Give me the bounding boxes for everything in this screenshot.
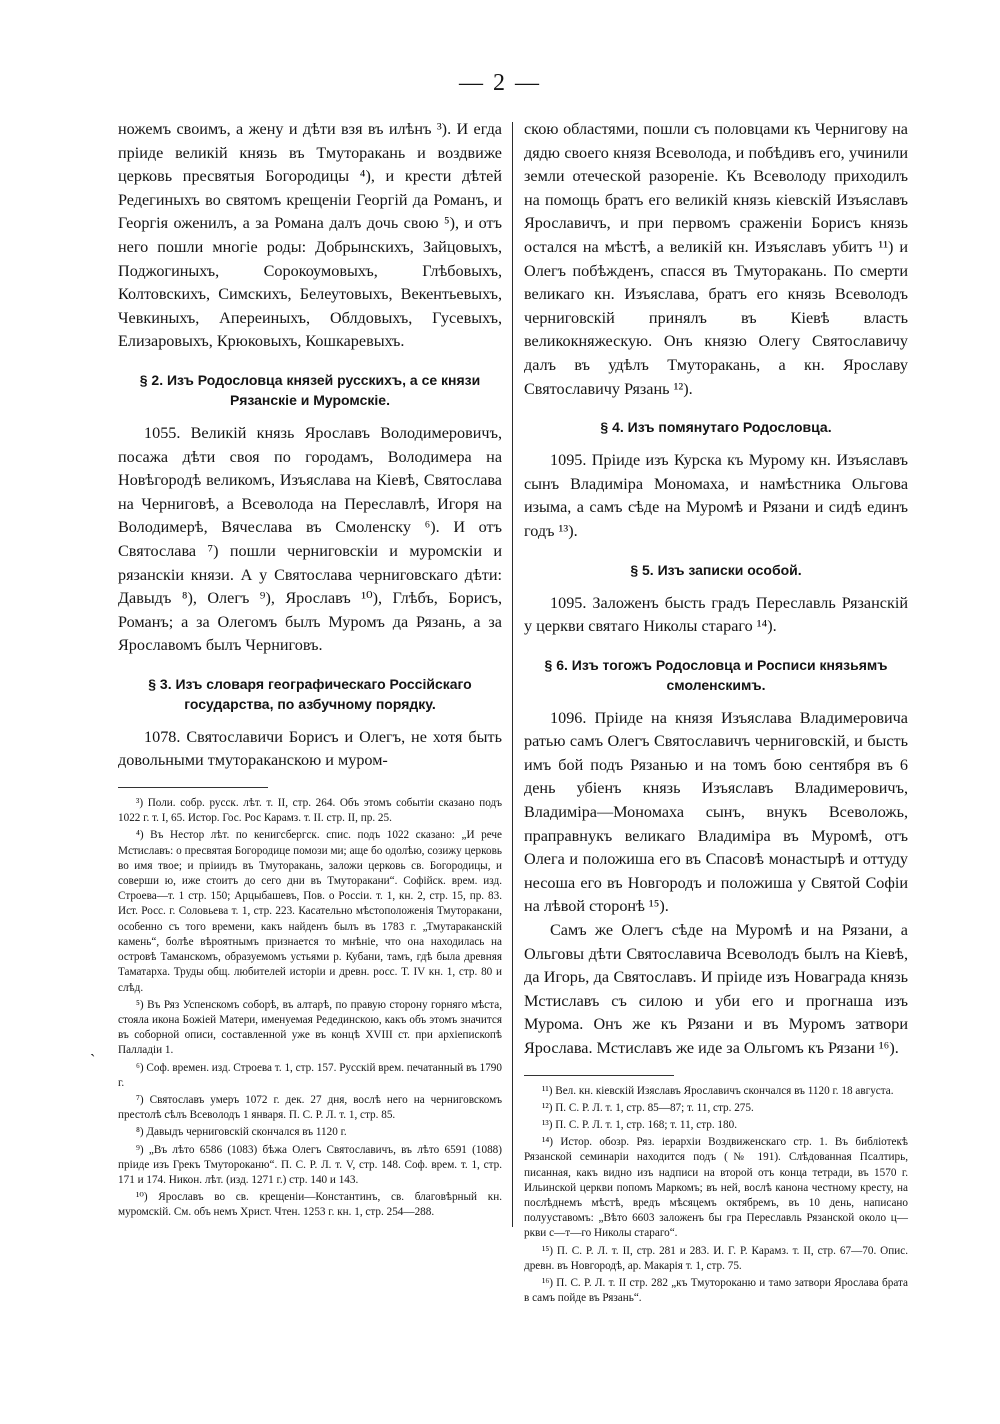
body-paragraph: 1078. Святославичи Борисъ и Олегъ, не хотя быть довольными тмутораканскою и муром-	[118, 727, 502, 770]
footnote: ⁸) Давыдъ черниговскiй скончался въ 1120 г.	[136, 1126, 347, 1139]
footnote-rule	[118, 787, 268, 788]
column-divider	[512, 122, 513, 1227]
footnotes-left	[118, 796, 502, 1220]
body-paragraph: 1055. Великiй князь Ярославъ Володимеровичъ, посажа дѣти своя по городамъ, Володимера на Новѣгородѣ великомъ, Изъяслава на Кiевѣ, Святослава на Черниговѣ, а Всеволода на Переславлѣ, Игоря на Володимерѣ, Вячеслава въ Смоленску ⁶). И отъ Святослава ⁷) пошли черниговскiи и муромскiи и рязанскiи князи. А у Святослава черниговскаго дѣти: Давыдъ ⁸), Олегъ ⁹), Ярославъ ¹⁰), Глѣбъ, Борисъ, Романъ; а за Олегомъ былъ Муромъ да Рязань, а за Ярославомъ былъ Черниговъ.	[118, 423, 502, 655]
section-heading-5: § 5. Изъ записки особой.	[630, 561, 802, 578]
footnote: ⁹) „Въ лѣто 6586 (1083) бѣжа Олегъ Святославичъ, въ лѣто 6591 (1088) прiиде изъ Грекъ Тмутороканю“. П. С. Р. Л. т. V, стр. 148. Соф. врем. т. 1, стр. 171 и 174. Никон. лѣт. (изд. 1271 г.) стр. 140 и 143.	[118, 1143, 502, 1186]
footnote: ⁷) Святославъ умеръ 1072 г. дек. 27 дня, вослѣ него на черниговскомъ престолѣ сѣлъ Всеволодъ 1 января. П. С. Р. Л. т. 1, стр. 85.	[118, 1093, 502, 1122]
section-heading-2: § 2. Изъ Родословца князей русскихъ, а се князи Рязанскiе и Муромскiе.	[139, 371, 481, 408]
footnote: ¹⁰) Ярославъ во св. крещенiи—Константинъ, св. благовѣрный кн. муромскiй. См. объ немъ Христ. Чтен. 1253 г. кн. 1, стр. 254—288.	[118, 1191, 502, 1219]
body-paragraph: 1095. Прiиде изъ Курска къ Мурому кн. Изъяславъ сынъ Владимiра Мономаха, и намѣстника Ольгова изыма, а самъ сѣде на Муромѣ и Рязани и сидѣ единъ годъ ¹³).	[524, 451, 908, 540]
left-column	[118, 118, 502, 1223]
footnote: ³) Поли. собр. русск. лѣт. т. II, стр. 264. Объ этомъ событiи сказано подъ 1022 г. т. I, 65. Истор. Гос. Рос Карамз. т. II. стр. II, пр. 25.	[118, 797, 502, 825]
footnote: ⁶) Соф. времен. изд. Строева т. 1, стр. 157. Русскiй врем. печатанный въ 1790 г.	[118, 1061, 502, 1089]
footnote: ¹⁵) П. С. Р. Л. т. II, стр. 281 и 283. И. Г. Р. Карамз. т. II, стр. 67—70. Опис. древн. въ Новгородѣ, ар. Макарiя т. 1, стр. 75.	[524, 1244, 908, 1272]
footnote: ¹³) П. С. Р. Л. т. 1, стр. 168; т. 11, стр. 180.	[542, 1119, 738, 1131]
footnotes-right	[524, 1084, 908, 1307]
footnote: ¹²) П. С. Р. Л. т. 1, стр. 85—87; т. 11, стр. 275.	[542, 1101, 754, 1114]
footnote: ¹⁴) Истор. обозр. Ряз. iерархiи Воздвиженскаго стр. 1. Въ библiотекѣ Рязанской семинарiи находится подъ (№ 191). Слѣдованная Псалтирь, писанная, какъ видно изъ надписи на второй отъ конца тетради, въ 1570 г. Ильинской церкви попомъ Маркомъ; въ ней, вослѣ канона честному кресту, на послѣднемъ мѣстѣ, вредъ мѣсяцемъ октябремъ, въ 10 день, написано полууставомъ: „Вѣто 6603 заложенъ бы гра Переславль Рязанской около ц—ркви с—т—го Николы стараго“.	[524, 1136, 908, 1240]
footnote: ⁴) Въ Нестор лѣт. по кенигсбергск. спис. подъ 1022 сказано: „И рече Мстиславъ: о пресвятая Богородице помози ми; аще бо одолѣю, созижу церковь во имя твое; и прiиидъ въ Тмуторакань, заложи церковь св. Богородицы, и соверши ю, иже стоитъ до сего дни въ Тмуторакани“. Софiйск. врем. изд. Строева—т. 1 стр. 150; Арцыбашевъ, Пов. о Россiи. т. 1, кн. 2, стр. 15, пр. 83. Ист. Росс. г. Соловьева т. 1, стр. 223. Касательно мѣстоположенiя Тмуторакани, особенно съ того времени, какъ найденъ былъ въ 1783 г. „Тмутараканскiй камень“, болѣе вѣроятнымъ признается то мнѣнiе, что она находилась на островѣ Таманскомъ, образуемомъ устьями р. Кубани, тамъ, гдѣ была древняя Таматарха. Труды общ. любителей исторiи и древн. росс. Т. IV кн. 1, стр. 80 и слѣд.	[118, 829, 502, 994]
footnote-rule	[524, 1075, 674, 1076]
body-paragraph: ножемъ своимъ, а жену и дѣти взя въ илѣнъ ³). И егда прiиде великiй князь въ Тмуторакань и воздвиже церковь пресвятыя Богородицы ⁴), и крести дѣтей Редегиныхъ во святомъ крещенiи Георгiй да Романъ, и Георгiя оженилъ, а за Романа далъ дочь свою ⁵), и отъ него пошли многiе роды: Добрынскихъ, Зайцовыхъ, Поджогиныхъ, Сорокоумовыхъ, Глѣбовыхъ, Колтовскихъ, Симскихъ, Белеутовыхъ, Векентьевыхъ, Чевкиныхъ, Апереиныхъ, Облдовыхъ, Гусевыхъ, Елизаровыхъ, Крюковыхъ, Кошкаревыхъ.	[118, 120, 502, 351]
page-number: — 2 —	[459, 70, 541, 96]
right-column	[524, 118, 908, 1308]
body-paragraph: Самъ же Олегъ сѣде на Муромѣ и на Рязани, а Ольговы дѣти Святославича Всеволодъ былъ на Кiевѣ, да Игорь, да Святославъ. И прiиде изъ Новаграда князь Мстиславъ съ силою и уби его и прогнаша изъ Мурома. Онъ же къ Рязани и въ Муромъ затвори Ярослава. Мстиславъ же иде за Ольгомъ къ Рязани ¹⁶).	[524, 921, 908, 1057]
body-paragraph: 1096. Прiиде на князя Изъяслава Владимеровича ратью самъ Олегъ Святославичъ черниговскiй, и бысть имъ бой подъ Рязанью и на томъ бою сентября въ 6 день убiенъ князь Изъяславъ Владимеровичъ, Владимiра—Мономаха сынъ, внукъ Всеволожь, праправнукъ великаго Владимiра въ Муромѣ, отъ Олега и положиша его въ Спасовѣ монастырѣ и оттуду несоша его въ Новгородъ и положиша у Святой Софiи на лѣвой сторонѣ ¹⁵).	[524, 708, 908, 916]
stray-mark: `	[90, 1052, 96, 1069]
footnote: ¹¹) Вел. кн. кiевскiй Изяславъ Ярославичъ скончался въ 1120 г. 18 августа.	[542, 1084, 894, 1097]
body-paragraph: 1095. Заложенъ бысть градъ Переславль Рязанскiй у церкви святаго Николы стараго ¹⁴).	[524, 593, 908, 636]
section-heading-4: § 4. Изъ помянутаго Родословца.	[600, 419, 832, 436]
section-heading-6: § 6. Изъ тогожъ Родословца и Росписи князьямъ смоленскимъ.	[544, 656, 888, 693]
footnote: ⁵) Въ Ряз Успенскомъ соборѣ, въ алтарѣ, по правую сторону горняго мѣста, стояла икона Божiей Матери, именуемая Редединскою, какъ объ этомъ значится въ соборной описи, составленной уже въ концѣ XVIII ст. при архiепископѣ Палладiи 1.	[118, 998, 502, 1057]
body-paragraph: скою областями, пошли съ половцами къ Чернигову на дядю своего князя Всеволода, и побѣдивъ его, учинили земли отеческой разоренiе. Къ Всеволоду приходилъ на помощь братъ его великiй князь кiевскiй Изъяславъ Ярославичъ, и при первомъ сраженiи Борисъ князь остался на мѣстѣ, а великiй кн. Изъяславъ убитъ ¹¹) и Олегъ побѣжденъ, спасся въ Тмуторакань. По смерти великаго кн. Изъяслава, братъ его князь Всеволодъ черниговскiй принялъ въ Кiевѣ власть великокняжескую. Онъ князю Олегу Святославичу далъ въ удѣлъ Тмуторакань, а кн. Ярославу Святославичу Рязань ¹²).	[524, 120, 908, 398]
footnote: ¹⁶) П. С. Р. Л. т. II стр. 282 „къ Тмутороканю и тамо затвори Ярослава брата в самъ пойде въ Рязань“.	[524, 1277, 908, 1305]
section-heading-3: § 3. Изъ словаря географическаго Россiйскаго государства, по азбучному порядку.	[148, 675, 472, 712]
